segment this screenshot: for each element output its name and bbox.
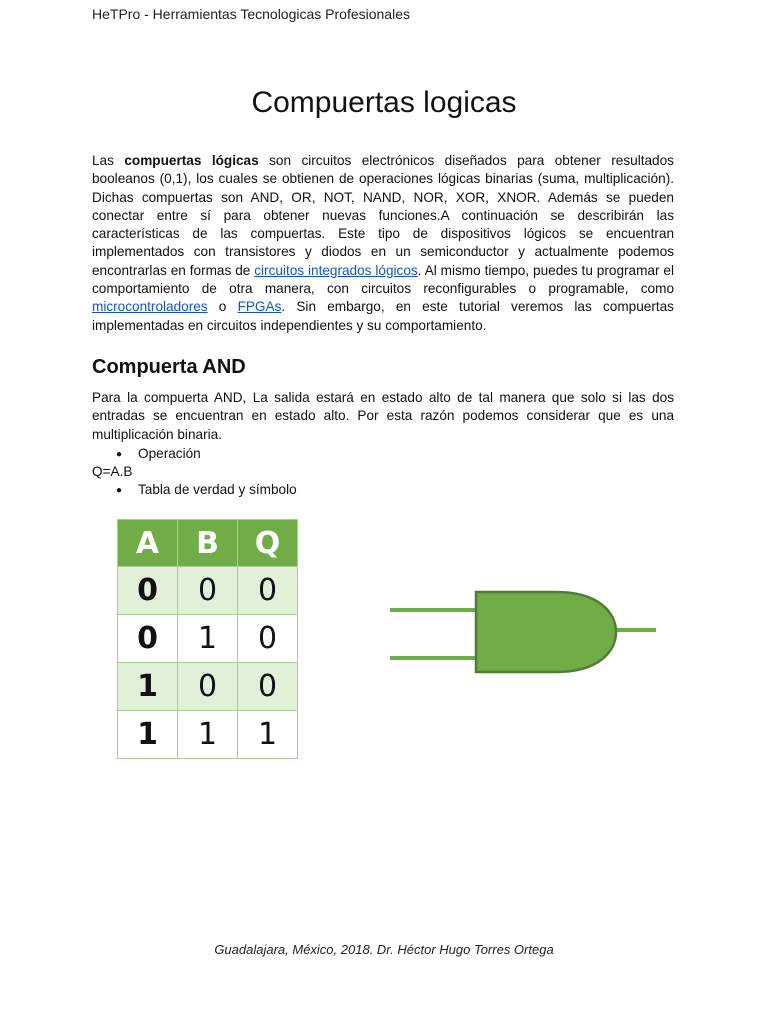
cell-q: 1 — [238, 711, 298, 759]
page-header: HeTPro - Herramientas Tecnologicas Profesionales — [92, 6, 410, 22]
cell-b: 0 — [178, 567, 238, 615]
header-b: B — [178, 520, 238, 567]
list-item-operacion — [116, 445, 201, 464]
header-a: A — [118, 520, 178, 567]
and-paragraph: Para la compuerta AND, La salida estará en estado alto de tal manera que solo si las dos entradas se encuentran en estado alto. Por esta razón podemos considerar que es una multiplicación binaria. — [92, 390, 674, 442]
cell-b: 0 — [178, 663, 238, 711]
link-circuitos-integrados[interactable]: circuitos integrados lógicos — [254, 262, 418, 278]
intro-text-1: Las — [92, 153, 125, 168]
cell-a: 0 — [118, 615, 178, 663]
intro-paragraph — [92, 152, 674, 335]
table-row — [118, 663, 298, 711]
table-row — [118, 615, 298, 663]
link-microcontroladores[interactable]: microcontroladores — [92, 299, 208, 315]
bullet-icon: ● — [116, 449, 123, 460]
section-heading-and: Compuerta AND — [92, 356, 246, 378]
page-title: Compuertas logicas — [251, 86, 517, 119]
cell-b: 1 — [178, 615, 238, 663]
table-row — [118, 711, 298, 759]
intro-text-4: o — [207, 299, 238, 315]
cell-q: 0 — [238, 567, 298, 615]
list-item-tabla — [116, 481, 297, 500]
list-item-label: Tabla de verdad y símbolo — [138, 482, 297, 497]
cell-q: 0 — [238, 663, 298, 711]
cell-a: 0 — [118, 567, 178, 615]
intro-text-3: . Al mismo tiempo, puedes tu programar el comportamiento de otra manera, con circuitos reconfigurables o programable, como — [92, 262, 674, 297]
cell-a: 1 — [118, 711, 178, 759]
table-row — [118, 567, 298, 615]
gate-body — [476, 592, 616, 672]
intro-text-2: son circuitos electrónicos diseñados para obtener resultados booleanos (0,1), los cuales se obtienen de operaciones lógicas binarias (suma, multiplicación). Dichas compuertas son AND, OR, NOT, NAND, NOR, XOR, XNOR. Además se pueden conectar entre sí para obtener nuevas funciones.A continuación se describirán las características de las compuertas. Este tipo de dispositivos lógicos se encuentran implementados con transistores y diodos en un semiconductor y actualmente podemos encontrarlas en formas de — [92, 153, 674, 278]
truth-table-header-row — [118, 520, 298, 567]
truth-table — [117, 519, 298, 759]
link-fpgas[interactable]: FPGAs — [237, 299, 282, 315]
list-item-label: Operación — [138, 446, 201, 461]
intro-text-5: . Sin embargo, en este tutorial veremos las compuertas implementadas en circuitos independientes y su comportamiento. — [92, 299, 674, 333]
header-q: Q — [238, 520, 298, 567]
page-footer: Guadalajara, México, 2018. Dr. Héctor Hugo Torres Ortega — [214, 942, 554, 957]
and-formula: Q=A.B — [92, 464, 133, 479]
cell-q: 0 — [238, 615, 298, 663]
and-gate-symbol — [388, 588, 660, 676]
intro-bold-term: compuertas lógicas — [124, 153, 259, 168]
cell-b: 1 — [178, 711, 238, 759]
bullet-icon: ● — [116, 485, 123, 496]
cell-a: 1 — [118, 663, 178, 711]
